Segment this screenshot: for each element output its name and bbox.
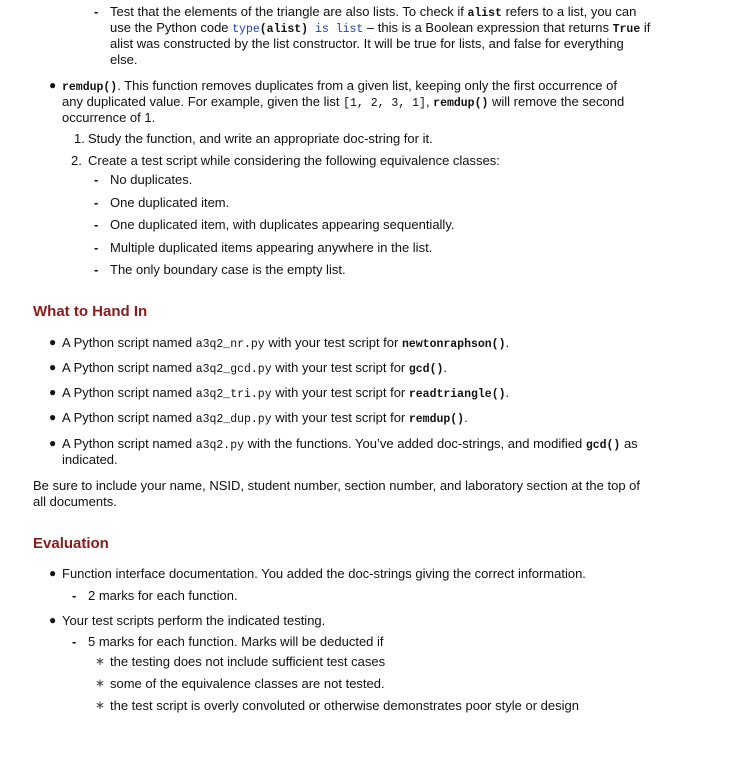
hand-in-note-line-1: Be sure to include your name, NSID, student number, section number, and laboratory section at the top of xyxy=(33,478,641,493)
dash-bullet: - xyxy=(94,217,99,232)
bullet-dot: ● xyxy=(49,566,57,580)
text: with the functions. You’ve added doc-strings, and modified xyxy=(244,436,586,451)
deduction-item: the testing does not include sufficient test cases xyxy=(110,654,386,669)
text: A Python script named xyxy=(62,410,196,425)
text: – this is a Boolean expression that returns xyxy=(363,20,613,35)
star-bullet: ∗ xyxy=(95,698,106,712)
evaluation-subitem: 5 marks for each function. Marks will be deducted if xyxy=(88,634,384,649)
text: Test that the elements of the triangle are also lists. To check if xyxy=(110,4,468,19)
deduction-item: some of the equivalence classes are not tested. xyxy=(110,676,385,691)
remdup-line-3: occurrence of 1. xyxy=(62,110,156,125)
filename: a3q2_gcd.py xyxy=(195,363,272,376)
text: A Python script named xyxy=(62,335,196,350)
text: will remove the second xyxy=(488,94,625,109)
code-args: (alist) xyxy=(259,23,309,36)
filename: a3q2_tri.py xyxy=(195,388,272,401)
text: with your test script for xyxy=(271,410,409,425)
star-bullet: ∗ xyxy=(95,654,106,668)
text: , xyxy=(425,94,434,109)
evaluation-subitem: 2 marks for each function. xyxy=(88,588,238,603)
filename: a3q2.py xyxy=(195,439,244,452)
step-number: 2. xyxy=(71,153,82,168)
step-text: Create a test script while considering the following equivalence classes: xyxy=(88,153,500,168)
code-list: list xyxy=(335,23,364,36)
top-item-line-4: else. xyxy=(110,52,138,67)
code-remdup: remdup() xyxy=(433,97,489,110)
equivalence-class-item: No duplicates. xyxy=(110,172,193,187)
bullet-dot: ● xyxy=(49,335,57,349)
dash-bullet: - xyxy=(94,240,99,255)
function-name: remdup() xyxy=(408,413,465,426)
text: A Python script named xyxy=(62,436,196,451)
text: use the Python code xyxy=(110,20,233,35)
text: A Python script named xyxy=(62,360,196,375)
code-type: type xyxy=(232,23,260,36)
text: as xyxy=(620,436,638,451)
text: . xyxy=(505,385,510,400)
bullet-dot: ● xyxy=(49,436,57,450)
dash-bullet: - xyxy=(72,588,77,603)
hand-in-item-continued: indicated. xyxy=(62,452,118,467)
bullet-dot: ● xyxy=(49,613,57,627)
top-item-line-3: alist was constructed by the list constructor. It will be true for lists, and false for everything xyxy=(110,36,624,51)
function-name: newtonraphson() xyxy=(401,338,506,351)
dash-bullet: - xyxy=(94,195,99,210)
equivalence-class-item: Multiple duplicated items appearing anywhere in the list. xyxy=(110,240,433,255)
dash-bullet: - xyxy=(94,4,99,19)
deduction-item: the test script is overly convoluted or otherwise demonstrates poor style or design xyxy=(110,698,579,713)
filename: a3q2_nr.py xyxy=(195,338,265,351)
filename: a3q2_dup.py xyxy=(195,413,272,426)
bullet-dot: ● xyxy=(49,410,57,424)
step-text: Study the function, and write an appropriate doc-string for it. xyxy=(88,131,433,146)
text: A Python script named xyxy=(62,385,196,400)
code-alist: alist xyxy=(467,7,502,20)
text: . xyxy=(464,410,468,425)
star-bullet: ∗ xyxy=(95,676,106,690)
text: with your test script for xyxy=(271,385,409,400)
code-remdup: remdup() xyxy=(62,81,118,94)
text: with your test script for xyxy=(264,335,402,350)
bullet-dot: ● xyxy=(49,385,57,399)
hand-in-note-line-2: all documents. xyxy=(33,494,117,509)
code-is: is xyxy=(308,23,336,36)
equivalence-class-item: One duplicated item. xyxy=(110,195,230,210)
equivalence-class-item: The only boundary case is the empty list. xyxy=(110,262,346,277)
bullet-dot: ● xyxy=(49,78,57,92)
text: with your test script for xyxy=(271,360,409,375)
dash-bullet: - xyxy=(72,634,77,649)
function-name: gcd() xyxy=(585,439,621,452)
text: refers to a list, you can xyxy=(501,4,637,19)
bullet-dot: ● xyxy=(49,360,57,374)
hand-in-item xyxy=(62,410,468,428)
code-list-example: [1, 2, 3, 1] xyxy=(343,97,426,110)
function-name: readtriangle() xyxy=(408,388,506,401)
section-heading-evaluation: Evaluation xyxy=(33,535,109,552)
hand-in-item xyxy=(62,360,447,378)
hand-in-item xyxy=(62,385,509,403)
hand-in-item xyxy=(62,335,509,353)
text: . xyxy=(443,360,448,375)
equivalence-class-item: One duplicated item, with duplicates appearing sequentially. xyxy=(110,217,455,232)
text: . xyxy=(505,335,510,350)
step-number: 1. xyxy=(74,131,85,146)
hand-in-item xyxy=(62,436,638,454)
code-true: True xyxy=(612,23,641,36)
evaluation-item: Function interface documentation. You added the doc-strings giving the correct information. xyxy=(62,566,586,581)
text: any duplicated value. For example, given the list xyxy=(62,94,344,109)
section-heading-hand-in: What to Hand In xyxy=(33,303,148,320)
dash-bullet: - xyxy=(94,172,99,187)
dash-bullet: - xyxy=(94,262,99,277)
evaluation-item: Your test scripts perform the indicated testing. xyxy=(62,613,326,628)
text: if xyxy=(640,20,651,35)
text: . This function removes duplicates from a given list, keeping only the first occurrence of xyxy=(117,78,617,93)
function-name: gcd() xyxy=(408,363,444,376)
